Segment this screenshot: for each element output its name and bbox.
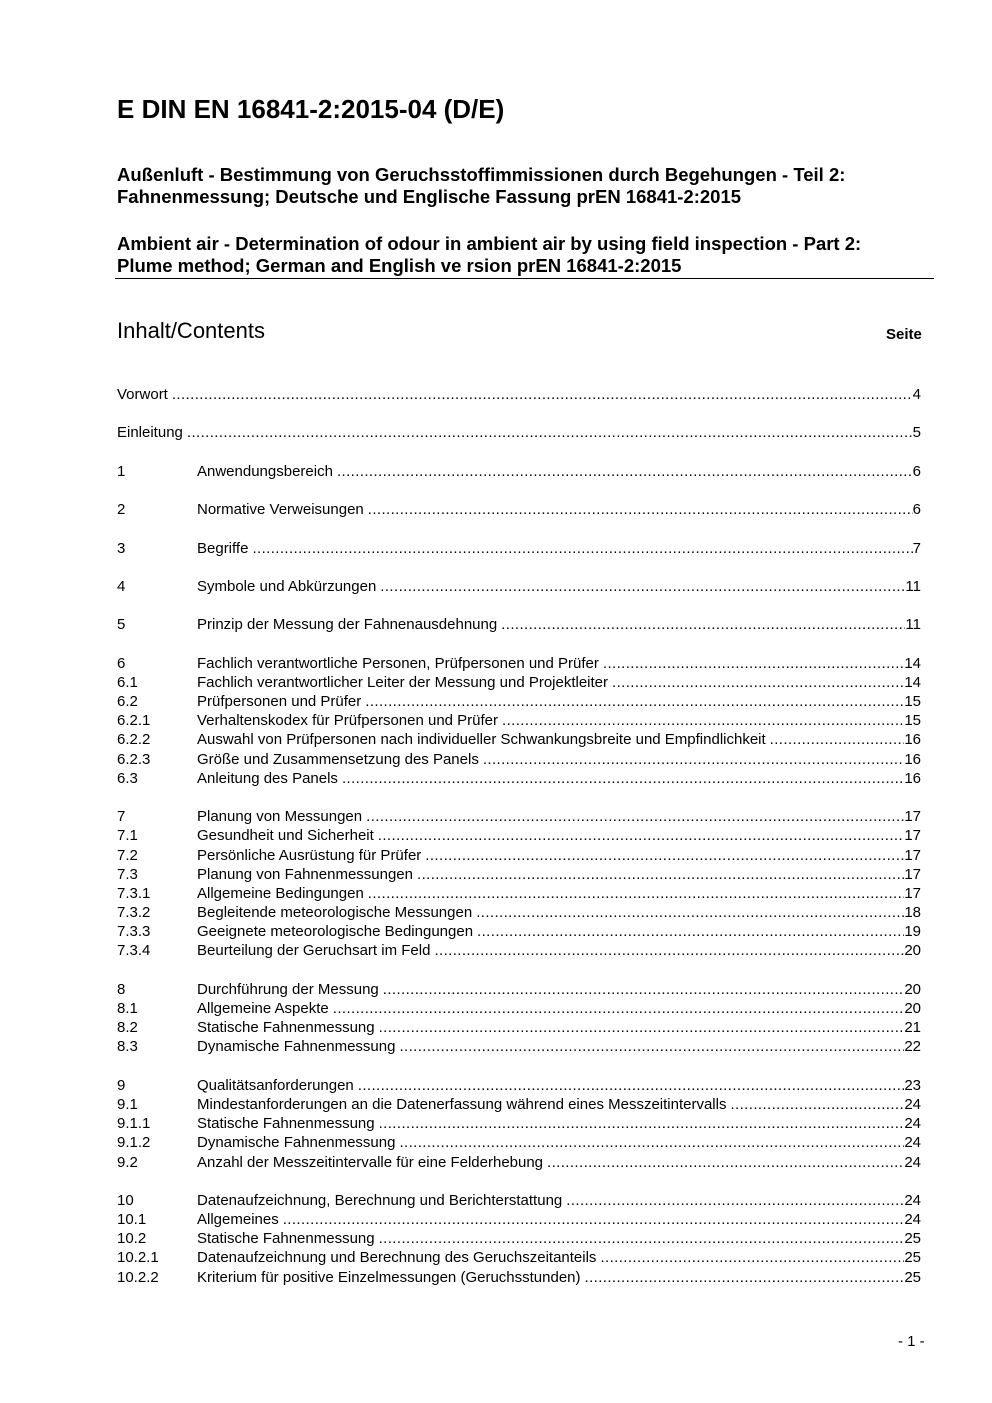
- toc-entry-title: Beurteilung der Geruchsart im Feld: [197, 942, 431, 960]
- toc-entry-number: 7: [117, 808, 126, 826]
- toc-entry[interactable]: [117, 500, 921, 519]
- toc-entry-title: Anzahl der Messzeitintervalle für eine Felderhebung: [197, 1153, 544, 1171]
- toc-entry-number: 9.1: [117, 1095, 138, 1113]
- toc-dot-leader: [379, 1018, 905, 1037]
- toc-entry-number: 7.3.4: [117, 942, 151, 960]
- toc-dot-leader: [365, 692, 904, 711]
- toc-dot-leader: [730, 1095, 904, 1114]
- toc-entry-title: Kriterium für positive Einzelmessungen (Geruchsstunden): [197, 1268, 581, 1286]
- toc-entry-title: Mindestanforderungen an die Datenerfassung während eines Messzeitintervalls: [197, 1095, 727, 1113]
- title-german-line: Außenluft - Bestimmung von Geruchsstoffimmissionen durch Begehungen - Teil 2:: [117, 164, 846, 185]
- toc-dot-leader: [399, 1133, 904, 1152]
- title-english-line: Plume method; German and English ve rsion prEN 16841-2:2015: [117, 255, 682, 276]
- toc-entry-page: 19: [904, 923, 921, 941]
- toc-entry-title: Persönliche Ausrüstung für Prüfer: [197, 846, 422, 864]
- toc-dot-leader: [502, 711, 904, 730]
- toc-dot-leader: [358, 1076, 905, 1095]
- toc-entry-page: 24: [904, 1191, 921, 1209]
- toc-entry-number: 10.2: [117, 1230, 147, 1248]
- toc-entry[interactable]: [117, 1076, 921, 1095]
- toc-entry-title: Einleitung: [117, 424, 183, 442]
- toc-entry-page: 15: [904, 712, 921, 730]
- toc-dot-leader: [380, 577, 905, 596]
- toc-entry-number: 6.2: [117, 693, 138, 710]
- toc-entry-page: 14: [904, 654, 921, 672]
- toc-entry[interactable]: [117, 577, 921, 596]
- toc-entry-page: 20: [904, 980, 921, 998]
- toc-dot-leader: [366, 807, 904, 826]
- toc-entry-page: 24: [904, 1095, 921, 1113]
- title-german-line: Fahnenmessung; Deutsche und Englische Fassung prEN 16841-2:2015: [117, 186, 742, 207]
- toc-entry-number: 3: [117, 539, 126, 557]
- toc-entry-page: 24: [904, 1115, 921, 1133]
- toc-dot-leader: [337, 462, 913, 481]
- toc-entry[interactable]: [117, 711, 921, 730]
- page-number: - 1 -: [898, 1333, 925, 1350]
- toc-dot-leader: [379, 1114, 905, 1133]
- toc-entry-title: Begriffe: [197, 539, 249, 557]
- toc-entry-title: Qualitätsanforderungen: [197, 1076, 354, 1094]
- toc-entry[interactable]: [117, 673, 921, 692]
- toc-entry-title: Allgemeines: [197, 1211, 279, 1229]
- toc-entry-page: 24: [904, 1134, 921, 1152]
- toc-entry-number: 6.2.1: [117, 712, 151, 730]
- toc-entry[interactable]: [117, 1210, 921, 1229]
- contents-heading: Inhalt/Contents: [117, 318, 265, 343]
- toc-entry-title: Anwendungsbereich: [197, 462, 333, 480]
- toc-entry-title: Planung von Fahnenmessungen: [197, 865, 413, 883]
- toc-entry-title: Größe und Zusammensetzung des Panels: [197, 750, 479, 768]
- toc-entry-title: Durchführung der Messung: [197, 980, 379, 998]
- toc-entry-number: 7.1: [117, 827, 138, 845]
- toc-entry-number: 6.1: [117, 673, 138, 691]
- toc-entry-title: Prüfpersonen und Prüfer: [197, 693, 362, 710]
- toc-entry[interactable]: [117, 1114, 921, 1133]
- toc-entry[interactable]: [117, 730, 921, 749]
- toc-entry[interactable]: [117, 922, 921, 941]
- toc-entry-number: 6.2.2: [117, 731, 151, 749]
- toc-entry-page: 22: [904, 1038, 921, 1056]
- toc-dot-leader: [378, 826, 905, 845]
- toc-dot-leader: [477, 922, 904, 941]
- toc-entry-page: 16: [904, 731, 921, 749]
- toc-entry-page: 15: [904, 693, 921, 710]
- toc-entry-number: 4: [117, 577, 126, 595]
- toc-entry-page: 17: [904, 865, 921, 883]
- toc-entry-page: 17: [904, 884, 921, 902]
- toc-entry[interactable]: [117, 1268, 921, 1287]
- toc-entry[interactable]: [117, 692, 921, 711]
- toc-entry[interactable]: [117, 1133, 921, 1152]
- toc-entry-number: 10.1: [117, 1211, 147, 1229]
- toc-entry-title: Auswahl von Prüfpersonen nach individueller Schwankungsbreite und Empfindlichkeit: [197, 731, 766, 749]
- toc-entry-title: Statische Fahnenmessung: [197, 1019, 375, 1037]
- toc-entry[interactable]: [117, 865, 921, 884]
- toc-entry-page: 16: [904, 769, 921, 787]
- toc-dot-leader: [476, 903, 904, 922]
- toc-entry-title: Geeignete meteorologische Bedingungen: [197, 923, 474, 941]
- toc-entry-page: 18: [904, 904, 921, 922]
- toc-entry-number: 10.2.2: [117, 1268, 159, 1286]
- toc-entry-number: 8.2: [117, 1019, 138, 1037]
- toc-dot-leader: [368, 884, 905, 903]
- toc-entry[interactable]: [117, 846, 921, 865]
- toc-entry-number: 7.3.1: [117, 884, 151, 902]
- toc-entry-title: Datenaufzeichnung, Berechnung und Berichterstattung: [197, 1191, 563, 1209]
- toc-entry-page: 17: [904, 846, 921, 864]
- toc-entry-title: Planung von Messungen: [197, 808, 363, 826]
- toc-dot-leader: [417, 865, 904, 884]
- toc-entry-number: 8.3: [117, 1038, 138, 1056]
- title-english-line: Ambient air - Determination of odour in ambient air by using field inspection - Part 2:: [117, 233, 862, 254]
- toc-entry[interactable]: [117, 750, 921, 769]
- toc-entry-title: Fachlich verantwortliche Personen, Prüfpersonen und Prüfer: [197, 654, 599, 672]
- toc-entry-number: 9.1.1: [117, 1115, 151, 1133]
- toc-entry-page: 6: [912, 501, 921, 519]
- toc-entry[interactable]: [117, 941, 921, 960]
- toc-entry-title: Anleitung des Panels: [197, 769, 338, 787]
- toc-entry-page: 25: [904, 1249, 921, 1267]
- toc-entry-page: 20: [904, 1000, 921, 1017]
- toc-entry-page: 20: [904, 942, 921, 960]
- toc-entry-title: Statische Fahnenmessung: [197, 1115, 375, 1133]
- toc-entry-page: 17: [904, 808, 921, 826]
- toc-dot-leader: [434, 941, 904, 960]
- toc-entry[interactable]: [117, 1229, 921, 1248]
- toc-entry-number: 7.2: [117, 846, 138, 864]
- toc-entry-title: Verhaltenskodex für Prüfpersonen und Prüfer: [197, 712, 499, 730]
- toc-entry-number: 6: [117, 654, 126, 672]
- toc-dot-leader: [585, 1268, 905, 1287]
- toc-entry[interactable]: [117, 1018, 921, 1037]
- toc-entry-page: 4: [912, 386, 921, 403]
- document-id: E DIN EN 16841-2:2015-04 (D/E): [117, 94, 505, 124]
- toc-entry-title: Vorwort: [117, 386, 168, 403]
- toc-dot-leader: [547, 1153, 904, 1172]
- toc-entry-number: 8.1: [117, 1000, 138, 1017]
- toc-entry-page: 7: [912, 539, 921, 557]
- toc-entry-number: 5: [117, 616, 126, 634]
- toc-entry-title: Dynamische Fahnenmessung: [197, 1038, 396, 1056]
- toc-entry-title: Begleitende meteorologische Messungen: [197, 904, 473, 922]
- toc-entry[interactable]: [117, 423, 921, 442]
- toc-dot-leader: [283, 1210, 905, 1229]
- page-column-label: Seite: [886, 326, 922, 343]
- toc-entry-title: Dynamische Fahnenmessung: [197, 1134, 396, 1152]
- toc-entry[interactable]: [117, 884, 921, 903]
- toc-entry-title: Prinzip der Messung der Fahnenausdehnung: [197, 616, 498, 634]
- toc-dot-leader: [172, 385, 913, 404]
- toc-dot-leader: [379, 1229, 905, 1248]
- toc-dot-leader: [600, 1248, 904, 1267]
- toc-entry-page: 17: [904, 827, 921, 845]
- toc-entry-number: 10.2.1: [117, 1249, 159, 1267]
- table-of-contents: [117, 385, 921, 1287]
- toc-entry-page: 25: [904, 1230, 921, 1248]
- toc-entry[interactable]: [117, 1248, 921, 1267]
- toc-entry-number: 9.2: [117, 1153, 138, 1171]
- toc-dot-leader: [501, 615, 905, 634]
- toc-entry-title: Datenaufzeichnung und Berechnung des Geruchszeitanteils: [197, 1249, 597, 1267]
- toc-dot-leader: [252, 539, 912, 558]
- toc-entry[interactable]: [117, 1153, 921, 1172]
- toc-entry-page: 5: [912, 424, 921, 442]
- toc-entry-number: 7.3: [117, 865, 138, 883]
- toc-entry[interactable]: [117, 826, 921, 845]
- title-german: [117, 164, 845, 208]
- toc-entry-page: 6: [912, 462, 921, 480]
- toc-entry-number: 6.3: [117, 769, 138, 787]
- toc-dot-leader: [368, 500, 913, 519]
- toc-dot-leader: [425, 846, 904, 865]
- toc-dot-leader: [399, 1037, 904, 1056]
- toc-entry-title: Symbole und Abkürzungen: [197, 577, 377, 595]
- toc-entry-page: 24: [904, 1211, 921, 1229]
- toc-dot-leader: [566, 1191, 904, 1210]
- toc-entry-number: 7.3.3: [117, 923, 151, 941]
- toc-entry[interactable]: [117, 539, 921, 558]
- toc-entry-number: 10: [117, 1191, 134, 1209]
- toc-dot-leader: [333, 999, 905, 1018]
- toc-entry[interactable]: [117, 654, 921, 673]
- toc-entry-number: 6.2.3: [117, 750, 151, 768]
- toc-entry[interactable]: [117, 807, 921, 826]
- toc-entry[interactable]: [117, 903, 921, 922]
- toc-dot-leader: [483, 750, 904, 769]
- toc-dot-leader: [342, 769, 904, 788]
- title-divider: [115, 278, 934, 279]
- toc-dot-leader: [770, 730, 905, 749]
- toc-entry-title: Allgemeine Aspekte: [197, 1000, 329, 1017]
- toc-entry-page: 14: [904, 673, 921, 691]
- toc-entry[interactable]: [117, 999, 921, 1018]
- toc-entry[interactable]: [117, 1191, 921, 1210]
- toc-entry-page: 16: [904, 750, 921, 768]
- toc-entry[interactable]: [117, 1037, 921, 1056]
- toc-entry-page: 21: [904, 1019, 921, 1037]
- toc-entry-title: Normative Verweisungen: [197, 501, 364, 519]
- toc-entry-page: 24: [904, 1153, 921, 1171]
- title-english: [117, 233, 861, 277]
- toc-entry[interactable]: [117, 385, 921, 404]
- toc-entry-page: 11: [905, 577, 921, 595]
- toc-entry-number: 9: [117, 1076, 126, 1094]
- toc-entry[interactable]: [117, 980, 921, 999]
- toc-entry-page: 23: [904, 1076, 921, 1094]
- toc-entry-number: 1: [117, 462, 126, 480]
- toc-entry-title: Fachlich verantwortlicher Leiter der Messung und Projektleiter: [197, 673, 609, 691]
- toc-entry-number: 9.1.2: [117, 1134, 151, 1152]
- toc-dot-leader: [612, 673, 904, 692]
- toc-entry-page: 11: [905, 616, 921, 634]
- toc-entry[interactable]: [117, 462, 921, 481]
- toc-entry-title: Allgemeine Bedingungen: [197, 884, 364, 902]
- toc-entry[interactable]: [117, 769, 921, 788]
- toc-dot-leader: [603, 654, 904, 673]
- toc-entry-number: 7.3.2: [117, 904, 151, 922]
- toc-entry-title: Statische Fahnenmessung: [197, 1230, 375, 1248]
- toc-entry-title: Gesundheit und Sicherheit: [197, 827, 374, 845]
- toc-dot-leader: [187, 423, 913, 442]
- toc-entry-page: 25: [904, 1268, 921, 1286]
- toc-entry[interactable]: [117, 615, 921, 634]
- toc-entry[interactable]: [117, 1095, 921, 1114]
- toc-entry-number: 8: [117, 980, 126, 998]
- toc-dot-leader: [383, 980, 905, 999]
- toc-entry-number: 2: [117, 501, 126, 519]
